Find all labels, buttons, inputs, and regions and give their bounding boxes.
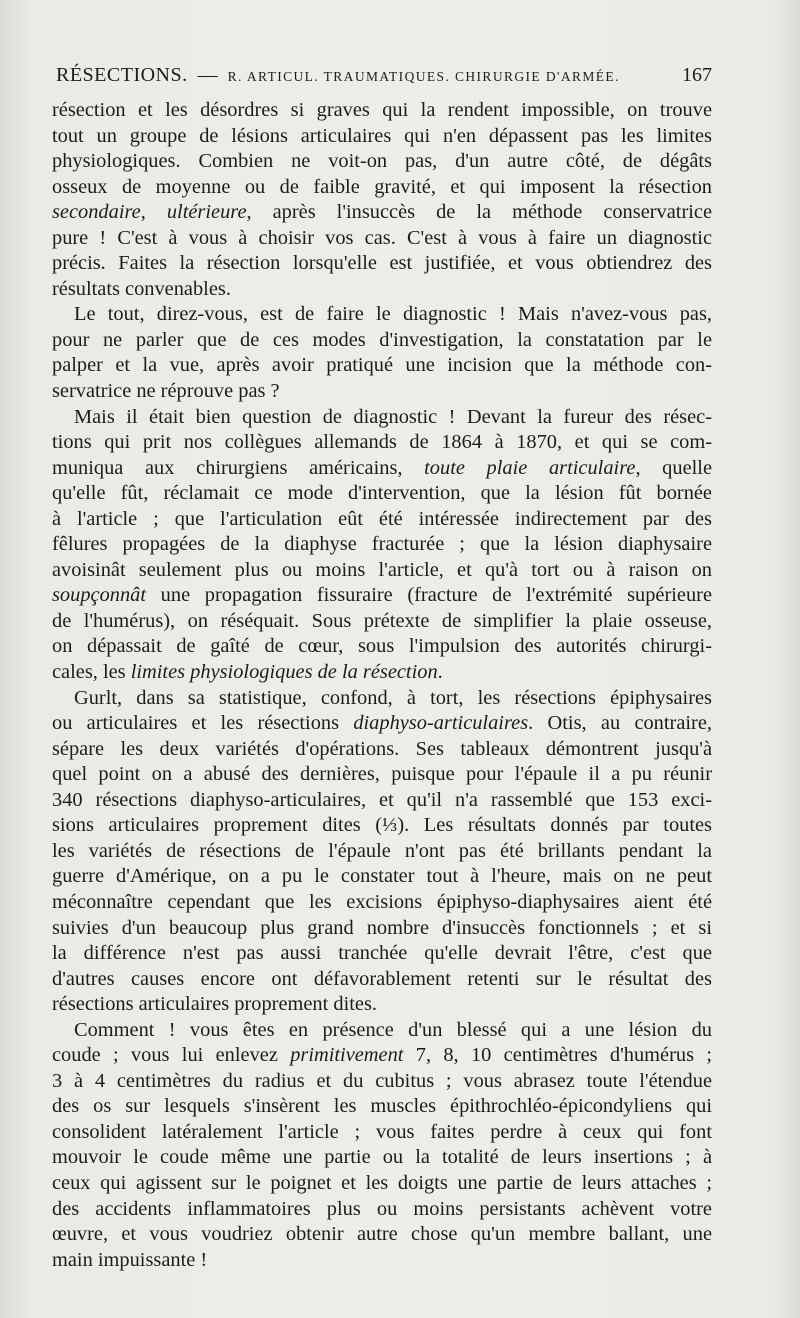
italic-segment: ultérieure	[166, 201, 247, 224]
text-line	[52, 967, 712, 993]
text-segment: de l'humérus), on réséquait. Sous prétexte de simplifier la plaie osseuse,	[52, 609, 712, 632]
text-line	[52, 916, 712, 942]
page-number: 167	[682, 64, 712, 86]
text-segment: quel point on a abusé des dernières, puisque pour l'épaule il a pu réunir	[52, 763, 712, 786]
text-line	[52, 481, 712, 507]
text-line	[52, 98, 712, 124]
text-line	[52, 430, 712, 456]
text-segment: tout un groupe de lésions articulaires qui n'en dépassent pas les limites	[52, 124, 712, 147]
text-segment: cales, les	[52, 661, 131, 684]
text-line	[52, 379, 712, 405]
running-header	[56, 64, 712, 88]
text-segment: les variétés de résections de l'épaule n'ont pas été brillants pendant la	[52, 839, 712, 862]
text-segment: . Otis, au contraire,	[528, 712, 712, 735]
text-line	[52, 507, 712, 533]
text-segment: Gurlt, dans sa statistique, confond, à tort, les résections épiphysaires	[74, 686, 712, 709]
text-segment: d'autres causes encore ont défavorablement retenti sur le résultat des	[52, 967, 712, 990]
text-segment: la différence n'est pas aussi tranchée qu'elle devrait l'être, c'est que	[52, 942, 712, 965]
text-line	[52, 226, 712, 252]
text-line	[52, 1145, 712, 1171]
text-segment: des os sur lesquels s'insèrent les muscles épithrochléo-épicondyliens qui	[52, 1095, 712, 1118]
text-line	[52, 1043, 712, 1069]
text-segment: précis. Faites la résection lorsqu'elle est justifiée, et vous obtiendrez des	[52, 252, 712, 275]
text-segment: 7, 8, 10 centimètres d'humérus ;	[403, 1044, 712, 1067]
text-line	[52, 890, 712, 916]
text-segment: résection et les désordres si graves qui la rendent impossible, on trouve	[52, 99, 712, 121]
text-line	[52, 532, 712, 558]
text-line	[52, 813, 712, 839]
text-line	[52, 762, 712, 788]
text-line	[52, 941, 712, 967]
text-segment: 340 résections diaphyso-articulaires, et qu'il n'a rassemblé que 153 exci-	[52, 788, 712, 811]
text-segment: fêlures propagées de la diaphyse fracturée ; que la lésion diaphysaire	[52, 533, 712, 556]
text-segment: on dépassait de gaîté de cœur, sous l'impulsion des autorités chirurgi-	[52, 635, 712, 658]
text-segment: sions articulaires proprement dites (⅓). Les résultats donnés par toutes	[52, 814, 712, 837]
italic-segment: primitivement	[290, 1044, 404, 1067]
text-line	[52, 1222, 712, 1248]
text-segment: tions qui prit nos collègues allemands de 1864 à 1870, et qui se com-	[52, 431, 712, 454]
text-segment: suivies d'un beaucoup plus grand nombre d'insuccès fonctionnels ; et si	[52, 916, 712, 939]
text-segment: à l'article ; que l'articulation eût été intéressée indirectement par des	[52, 507, 712, 530]
text-segment: Mais il était bien question de diagnostic ! Devant la fureur des résec-	[74, 405, 712, 428]
text-segment: Le tout, direz-vous, est de faire le diagnostic ! Mais n'avez-vous pas,	[74, 303, 712, 326]
text-segment: œuvre, et vous voudriez obtenir autre chose qu'un membre ballant, une	[52, 1223, 712, 1246]
text-segment: ,	[140, 201, 167, 224]
text-line	[52, 864, 712, 890]
text-line	[52, 839, 712, 865]
text-line	[52, 711, 712, 737]
text-line	[52, 660, 712, 686]
text-segment: .	[437, 661, 443, 684]
text-line	[52, 405, 712, 431]
text-line	[52, 328, 712, 354]
text-segment: servatrice ne réprouve pas ?	[52, 380, 280, 403]
text-line	[52, 1120, 712, 1146]
text-line	[52, 149, 712, 175]
text-line	[52, 992, 712, 1018]
header-subtitle: R. ARTICUL. TRAUMATIQUES. CHIRURGIE D'ARMÉE.	[227, 69, 620, 84]
text-segment: ou articulaires et les résections	[52, 712, 354, 735]
italic-segment: secondaire	[52, 201, 141, 224]
text-segment: sépare les deux variétés d'opérations. Ses tableaux démontrent jusqu'à	[52, 737, 712, 760]
text-line	[52, 686, 712, 712]
text-segment: pour ne parler que de ces modes d'investigation, la constatation par le	[52, 328, 712, 351]
italic-segment: limites physiologiques de la résection	[130, 661, 438, 684]
header-dash: —	[197, 64, 218, 86]
text-segment: résections articulaires proprement dites.	[52, 993, 377, 1016]
text-segment: , quelle	[635, 456, 712, 479]
text-line	[52, 1248, 712, 1274]
text-segment: 3 à 4 centimètres du radius et du cubitus ; vous abrasez toute l'étendue	[52, 1069, 712, 1092]
text-line	[52, 788, 712, 814]
text-line	[52, 583, 712, 609]
text-segment: consolident latéralement l'article ; vous faites perdre à ceux qui font	[52, 1120, 712, 1143]
text-segment: muniqua aux chirurgiens américains,	[52, 456, 425, 479]
text-line	[52, 1197, 712, 1223]
text-segment: pure ! C'est à vous à choisir vos cas. C'est à vous à faire un diagnostic	[52, 226, 712, 249]
text-segment: méconnaître cependant que les excisions épiphyso-diaphysaires aient été	[52, 890, 712, 913]
body-text	[52, 98, 712, 1273]
italic-segment: soupçonnât	[52, 584, 147, 607]
text-segment: mouvoir le coude même une partie ou la totalité de leurs insertions ; à	[52, 1146, 712, 1169]
text-line	[52, 1171, 712, 1197]
text-line	[52, 1069, 712, 1095]
text-segment: avoisinât seulement plus ou moins l'article, et qu'à tort ou à raison on	[52, 558, 712, 581]
header-title: RÉSECTIONS.	[56, 64, 188, 86]
text-line	[52, 302, 712, 328]
text-segment: osseux de moyenne ou de faible gravité, et qui imposent la résection	[52, 175, 712, 198]
text-line	[52, 1094, 712, 1120]
text-line	[52, 558, 712, 584]
text-segment: une propagation fissuraire (fracture de l'extrémité supérieure	[146, 584, 712, 607]
text-line	[52, 456, 712, 482]
text-segment: guerre d'Amérique, on a pu le constater tout à l'heure, mais on ne peut	[52, 865, 712, 888]
text-line	[52, 1018, 712, 1044]
text-segment: Comment ! vous êtes en présence d'un blessé qui a une lésion du	[74, 1018, 712, 1041]
text-segment: résultats convenables.	[52, 277, 231, 300]
text-line	[52, 200, 712, 226]
text-segment: ceux qui agissent sur le poignet et les doigts une partie de leurs attaches ;	[52, 1171, 712, 1194]
text-segment: des accidents inflammatoires plus ou moins persistants achèvent votre	[52, 1197, 712, 1220]
text-line	[52, 634, 712, 660]
italic-segment: diaphyso-articulaires	[353, 712, 529, 735]
text-segment: main impuissante !	[52, 1248, 208, 1271]
text-line	[52, 175, 712, 201]
text-segment: , après l'insuccès de la méthode conservatrice	[246, 201, 712, 224]
text-segment: physiologiques. Combien ne voit-on pas, d'un autre côté, de dégâts	[52, 150, 712, 173]
text-line	[52, 277, 712, 303]
italic-segment: toute plaie articulaire	[424, 456, 636, 479]
text-line	[52, 251, 712, 277]
text-segment: palper et la vue, après avoir pratiqué une incision que la méthode con-	[52, 354, 712, 377]
text-segment: coude ; vous lui enlevez	[52, 1044, 291, 1067]
text-segment: qu'elle fût, réclamait ce mode d'intervention, que la lésion fût bornée	[52, 482, 712, 505]
text-line	[52, 124, 712, 150]
text-line	[52, 737, 712, 763]
text-line	[52, 353, 712, 379]
text-line	[52, 609, 712, 635]
